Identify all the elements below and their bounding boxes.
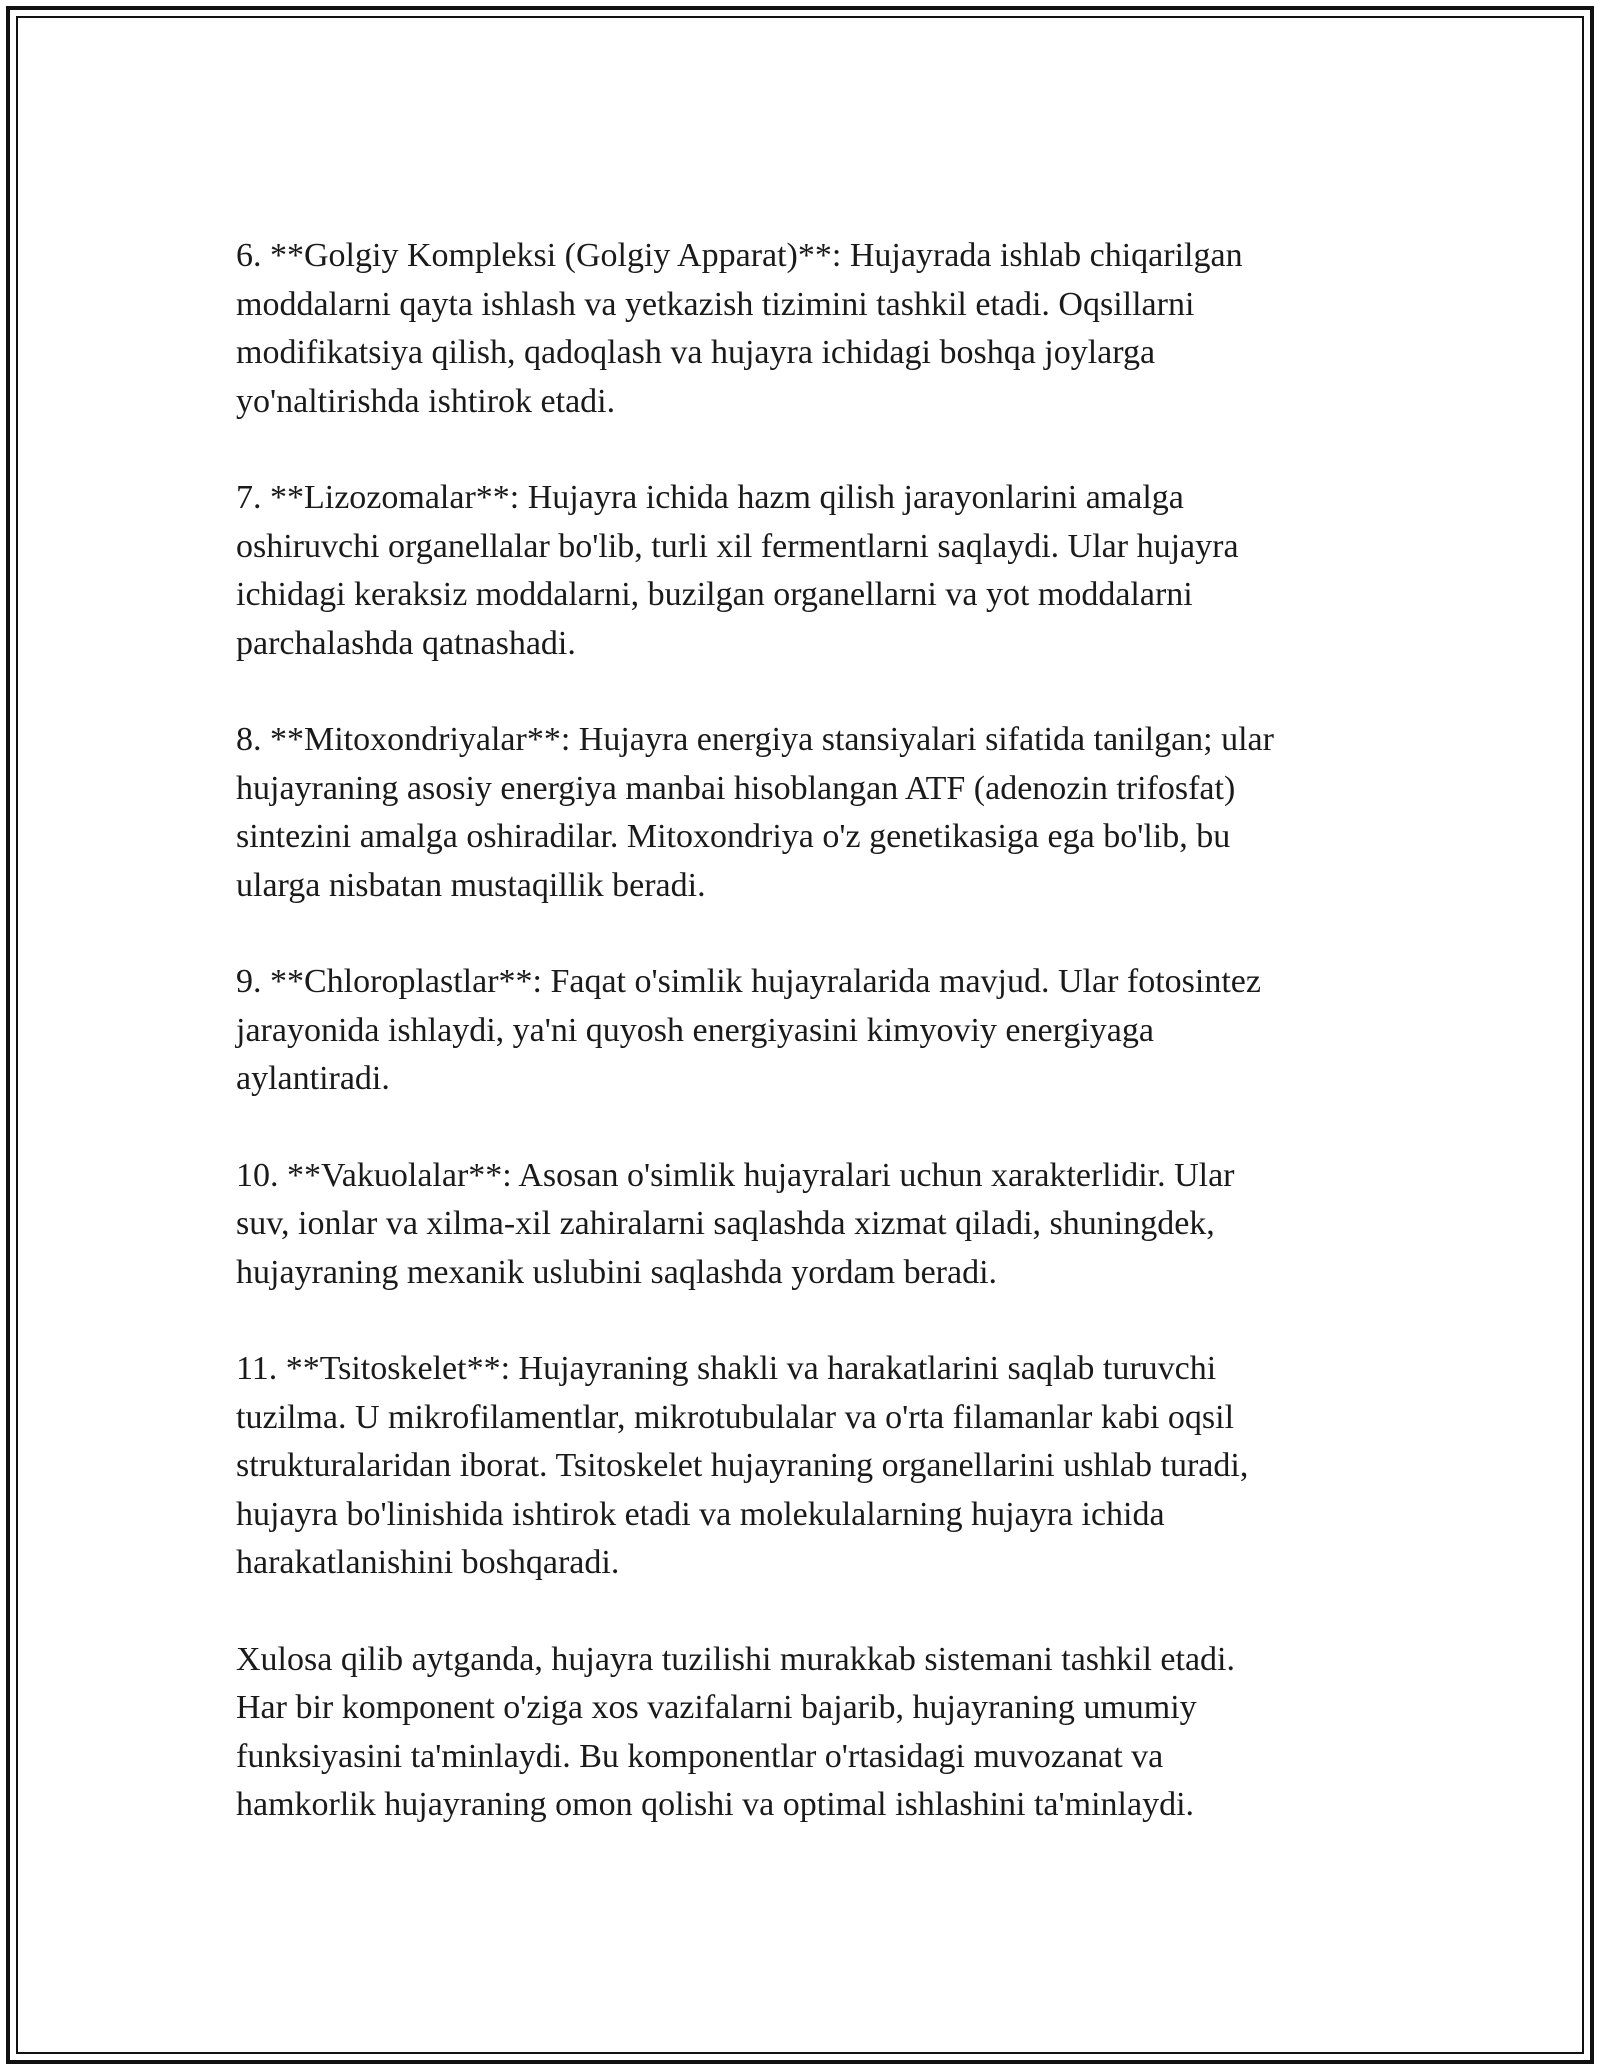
text-line: sintezini amalga oshiradilar. Mitoxondriya o'z genetikasiga ega bo'lib, bu bbox=[236, 818, 1231, 855]
text-line: harakatlanishini boshqaradi. bbox=[236, 1544, 620, 1581]
text-line: hujayra bo'linishida ishtirok etadi va molekulalarning hujayra ichida bbox=[236, 1495, 1165, 1533]
text-line: 7. **Lizozomalar**: Hujayra ichida hazm qilish jarayonlarini amalga bbox=[236, 479, 1184, 516]
text-line: Xulosa qilib aytganda, hujayra tuzilishi murakkab sistemani tashkil etadi. bbox=[236, 1640, 1235, 1678]
text-line: 10. **Vakuolalar**: Asosan o'simlik hujayralari uchun xarakterlidir. Ular bbox=[236, 1156, 1235, 1194]
text-line: jarayonida ishlaydi, ya'ni quyosh energiyasini kimyoviy energiyaga bbox=[236, 1011, 1154, 1049]
text-line: yo'naltirishda ishtirok etadi. bbox=[236, 382, 616, 420]
text-line: ularga nisbatan mustaqillik beradi. bbox=[236, 866, 706, 904]
paragraph-tsitoskelet bbox=[236, 1345, 1376, 1588]
text-line: hujayraning asosiy energiya manbai hisoblangan ATF (adenozin trifosfat) bbox=[236, 769, 1236, 807]
text-line: tuzilma. U mikrofilamentlar, mikrotubulalar va o'rta filamanlar kabi oqsil bbox=[236, 1398, 1235, 1436]
paragraph-vakuolalar bbox=[236, 1152, 1376, 1298]
text-line: Har bir komponent o'ziga xos vazifalarni bajarib, hujayraning umumiy bbox=[236, 1689, 1197, 1726]
paragraph-xulosa bbox=[236, 1636, 1376, 1830]
text-line: modifikatsiya qilish, qadoqlash va hujayra ichidagi boshqa joylarga bbox=[236, 334, 1156, 371]
text-line: 9. **Chloroplastlar**: Faqat o'simlik hujayralarida mavjud. Ular fotosintez bbox=[236, 963, 1261, 1000]
paragraph-golgi bbox=[236, 232, 1376, 426]
text-line: oshiruvchi organellalar bo'lib, turli xil fermentlarni saqlaydi. Ular hujayra bbox=[236, 527, 1239, 565]
text-line: suv, ionlar va xilma-xil zahiralarni saqlashda xizmat qiladi, shuningdek, bbox=[236, 1205, 1215, 1242]
text-line: 8. **Mitoxondriyalar**: Hujayra energiya stansiyalari sifatida tanilgan; ular bbox=[236, 721, 1274, 758]
text-line: strukturalaridan iborat. Tsitoskelet hujayraning organellarini ushlab turadi, bbox=[236, 1447, 1249, 1484]
document-body bbox=[236, 232, 1376, 1830]
paragraph-lizozomalar bbox=[236, 474, 1376, 668]
paragraph-chloroplastlar bbox=[236, 958, 1376, 1104]
text-line: moddalarni qayta ishlash va yetkazish tizimini tashkil etadi. Oqsillarni bbox=[236, 285, 1195, 323]
text-line: funksiyasini ta'minlaydi. Bu komponentlar o'rtasidagi muvozanat va bbox=[236, 1737, 1164, 1775]
text-line: aylantiradi. bbox=[236, 1060, 390, 1097]
text-line: parchalashda qatnashadi. bbox=[236, 624, 576, 662]
text-line: hamkorlik hujayraning omon qolishi va optimal ishlashini ta'minlaydi. bbox=[236, 1786, 1195, 1823]
text-line: hujayraning mexanik uslubini saqlashda yordam beradi. bbox=[236, 1253, 998, 1291]
text-line: 6. **Golgiy Kompleksi (Golgiy Apparat)**: Hujayrada ishlab chiqarilgan bbox=[236, 237, 1243, 274]
text-line: ichidagi keraksiz moddalarni, buzilgan organellarni va yot moddalarni bbox=[236, 576, 1193, 613]
text-line: 11. **Tsitoskelet**: Hujayraning shakli va harakatlarini saqlab turuvchi bbox=[236, 1350, 1217, 1387]
paragraph-mitoxondriyalar bbox=[236, 716, 1376, 910]
